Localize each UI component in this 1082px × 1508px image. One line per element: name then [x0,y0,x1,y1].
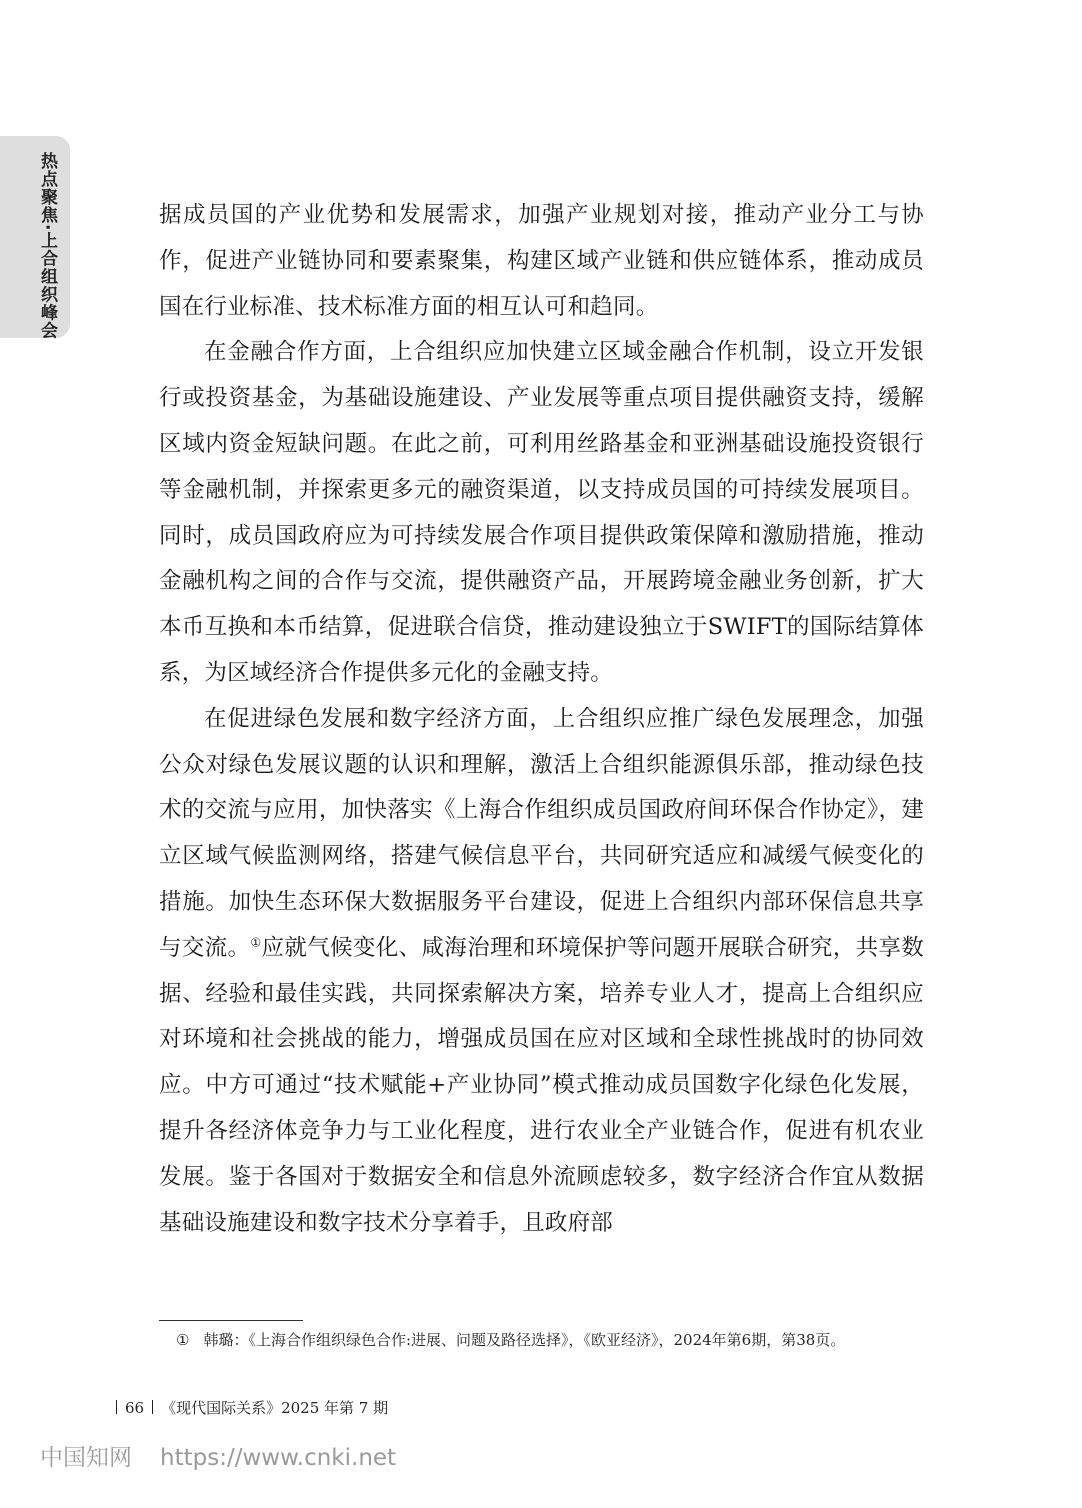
page-number: 66 [125,1399,145,1417]
article-body [159,193,924,1246]
footer-divider [152,1400,153,1414]
footnote [176,1328,936,1352]
footnote-divider [159,1320,303,1321]
footer-divider [116,1400,117,1414]
paragraph-3-part-2: 应就气候变化、咸海治理和环境保护等问题开展联合研究，共享数据、经验和最佳实践，共同探索解决方案，培养专业人才，提高上合组织应对环境和社会挑战的能力，增强成员国在应对区域和全球性挑战时的协同效应。中方可通过“技术赋能+产业协同”模式推动成员国数字化绿色化发展，提升各经济体竞争力与工业化程度，进行农业全产业链合作，促进有机农业发展。鉴于各国对于数据安全和信息外流顾虑较多，数字经济合作宜从数据基础设施建设和数字技术分享着手，且政府部 [159,934,924,1236]
watermark-url: https://www.cnki.net [160,1445,397,1471]
paragraph-2: 在金融合作方面，上合组织应加快建立区域金融合作机制，设立开发银行或投资基金，为基础设施建设、产业发展等重点项目提供融资支持，缓解区域内资金短缺问题。在此之前，可利用丝路基金和亚洲基础设施投资银行等金融机制，并探索更多元的融资渠道，以支持成员国的可持续发展项目。同时，成员国政府应为可持续发展合作项目提供政策保障和激励措施，推动金融机构之间的合作与交流，提供融资产品，开展跨境金融业务创新，扩大本币互换和本币结算，促进联合信贷，推动建设独立于SWIFT的国际结算体系，为区域经济合作提供多元化的金融支持。 [159,339,924,686]
paragraph-3 [159,697,924,1247]
section-tab-label: 热点聚焦·上合组织峰会 [37,152,57,340]
footnote-number: ① [176,1331,190,1349]
footnote-text: 韩璐：《上海合作组织绿色合作:进展、问题及路径选择》，《欧亚经济》，2024年第6期，第38页。 [203,1331,846,1349]
watermark-site-name: 中国知网 [40,1445,132,1471]
paragraph-1: 据成员国的产业优势和发展需求，加强产业规划对接，推动产业分工与协作，促进产业链协同和要素聚集，构建区域产业链和供应链体系，推动成员国在行业标准、技术标准方面的相互认可和趋同。 [159,202,924,320]
paragraph-3-part-1: 在促进绿色发展和数字经济方面，上合组织应推广绿色发展理念，加强公众对绿色发展议题的认识和理解，激活上合组织能源俱乐部，推动绿色技术的交流与应用，加快落实《上海合作组织成员国政府间环保合作协定》，建立区域气候监测网络，搭建气候信息平台，共同研究适应和减缓气候变化的措施。加快生态环保大数据服务平台建设，促进上合组织内部环保信息共享与交流。 [159,705,924,961]
page-footer [108,1398,388,1418]
cnki-watermark [40,1443,396,1473]
journal-issue: 《现代国际关系》2025 年第 7 期 [161,1399,389,1417]
footnote-reference[interactable]: ① [250,935,262,950]
